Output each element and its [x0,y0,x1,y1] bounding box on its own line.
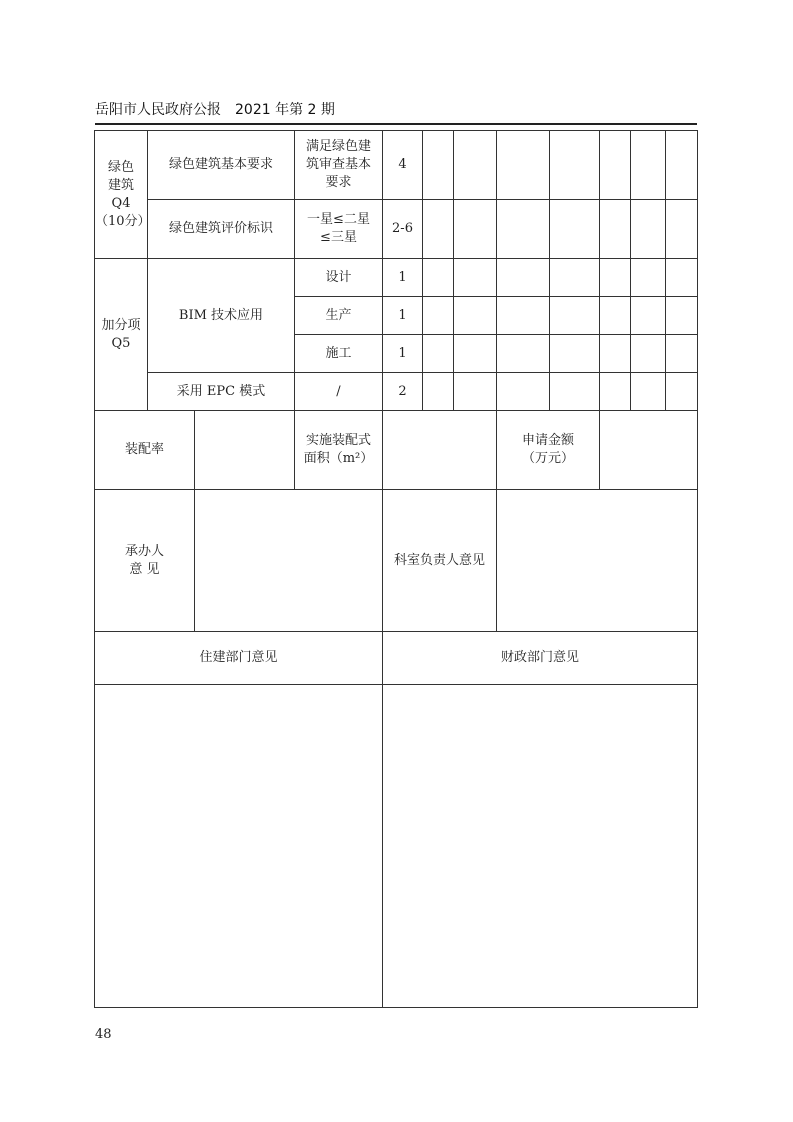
bim-production-score: 1 [382,296,423,335]
bim-item: BIM 技术应用 [147,258,295,373]
blank-cell [549,296,600,335]
blank-cell [599,258,631,297]
blank-cell [422,258,454,297]
q4-category: 绿色 建筑 Q4 （10分） [94,130,148,259]
section-head-opinion-label: 科室负责人意见 [382,489,497,632]
epc-item: 采用 EPC 模式 [147,372,295,411]
blank-cell [453,334,497,373]
q4-item-label: 绿色建筑评价标识 [147,199,295,259]
blank-cell [549,334,600,373]
blank-cell [549,258,600,297]
blank-cell [453,296,497,335]
q4-item-basic-standard: 满足绿色建 筑审查基本 要求 [294,130,383,200]
bim-construction: 施工 [294,334,383,373]
blank-cell [549,130,600,200]
assembly-rate-value [194,410,295,490]
blank-cell [496,334,550,373]
handler-opinion-label: 承办人 意 见 [94,489,195,632]
epc-score: 2 [382,372,423,411]
blank-cell [665,296,698,335]
blank-cell [496,372,550,411]
q5-category: 加分项 Q5 [94,258,148,411]
blank-cell [453,199,497,259]
blank-cell [665,372,698,411]
blank-cell [496,199,550,259]
blank-cell [422,130,454,200]
q4-item-label-standard: 一星≤二星 ≤三星 [294,199,383,259]
blank-cell [665,199,698,259]
blank-cell [453,258,497,297]
housing-dept-label: 住建部门意见 [94,631,383,685]
running-header: 岳阳市人民政府公报 2021 年第 2 期 [95,102,335,118]
handler-opinion-value [194,489,383,632]
housing-dept-opinion [94,684,383,1008]
blank-cell [496,130,550,200]
blank-cell [422,296,454,335]
bim-design-score: 1 [382,258,423,297]
header-rule [95,123,697,125]
blank-cell [599,296,631,335]
blank-cell [665,130,698,200]
blank-cell [422,334,454,373]
blank-cell [599,199,631,259]
blank-cell [422,199,454,259]
blank-cell [453,372,497,411]
assembly-rate-label: 装配率 [94,410,195,490]
blank-cell [630,334,666,373]
section-head-opinion-value [496,489,698,632]
blank-cell [496,258,550,297]
blank-cell [422,372,454,411]
finance-dept-label: 财政部门意见 [382,631,698,685]
blank-cell [599,372,631,411]
blank-cell [549,372,600,411]
assembly-area-label: 实施装配式 面积（m²） [294,410,383,490]
blank-cell [630,199,666,259]
blank-cell [630,258,666,297]
blank-cell [453,130,497,200]
blank-cell [599,130,631,200]
amount-label: 申请金额 （万元） [496,410,600,490]
page-number: 48 [95,1027,112,1042]
blank-cell [496,296,550,335]
blank-cell [630,296,666,335]
bim-production: 生产 [294,296,383,335]
bim-construction-score: 1 [382,334,423,373]
blank-cell [665,258,698,297]
bim-design: 设计 [294,258,383,297]
blank-cell [599,334,631,373]
q4-item-label-score: 2-6 [382,199,423,259]
finance-dept-opinion [382,684,698,1008]
blank-cell [630,372,666,411]
blank-cell [549,199,600,259]
blank-cell [630,130,666,200]
q4-item-basic-score: 4 [382,130,423,200]
assembly-area-value [382,410,497,490]
q4-item-basic: 绿色建筑基本要求 [147,130,295,200]
amount-value [599,410,698,490]
blank-cell [665,334,698,373]
epc-standard: / [294,372,383,411]
